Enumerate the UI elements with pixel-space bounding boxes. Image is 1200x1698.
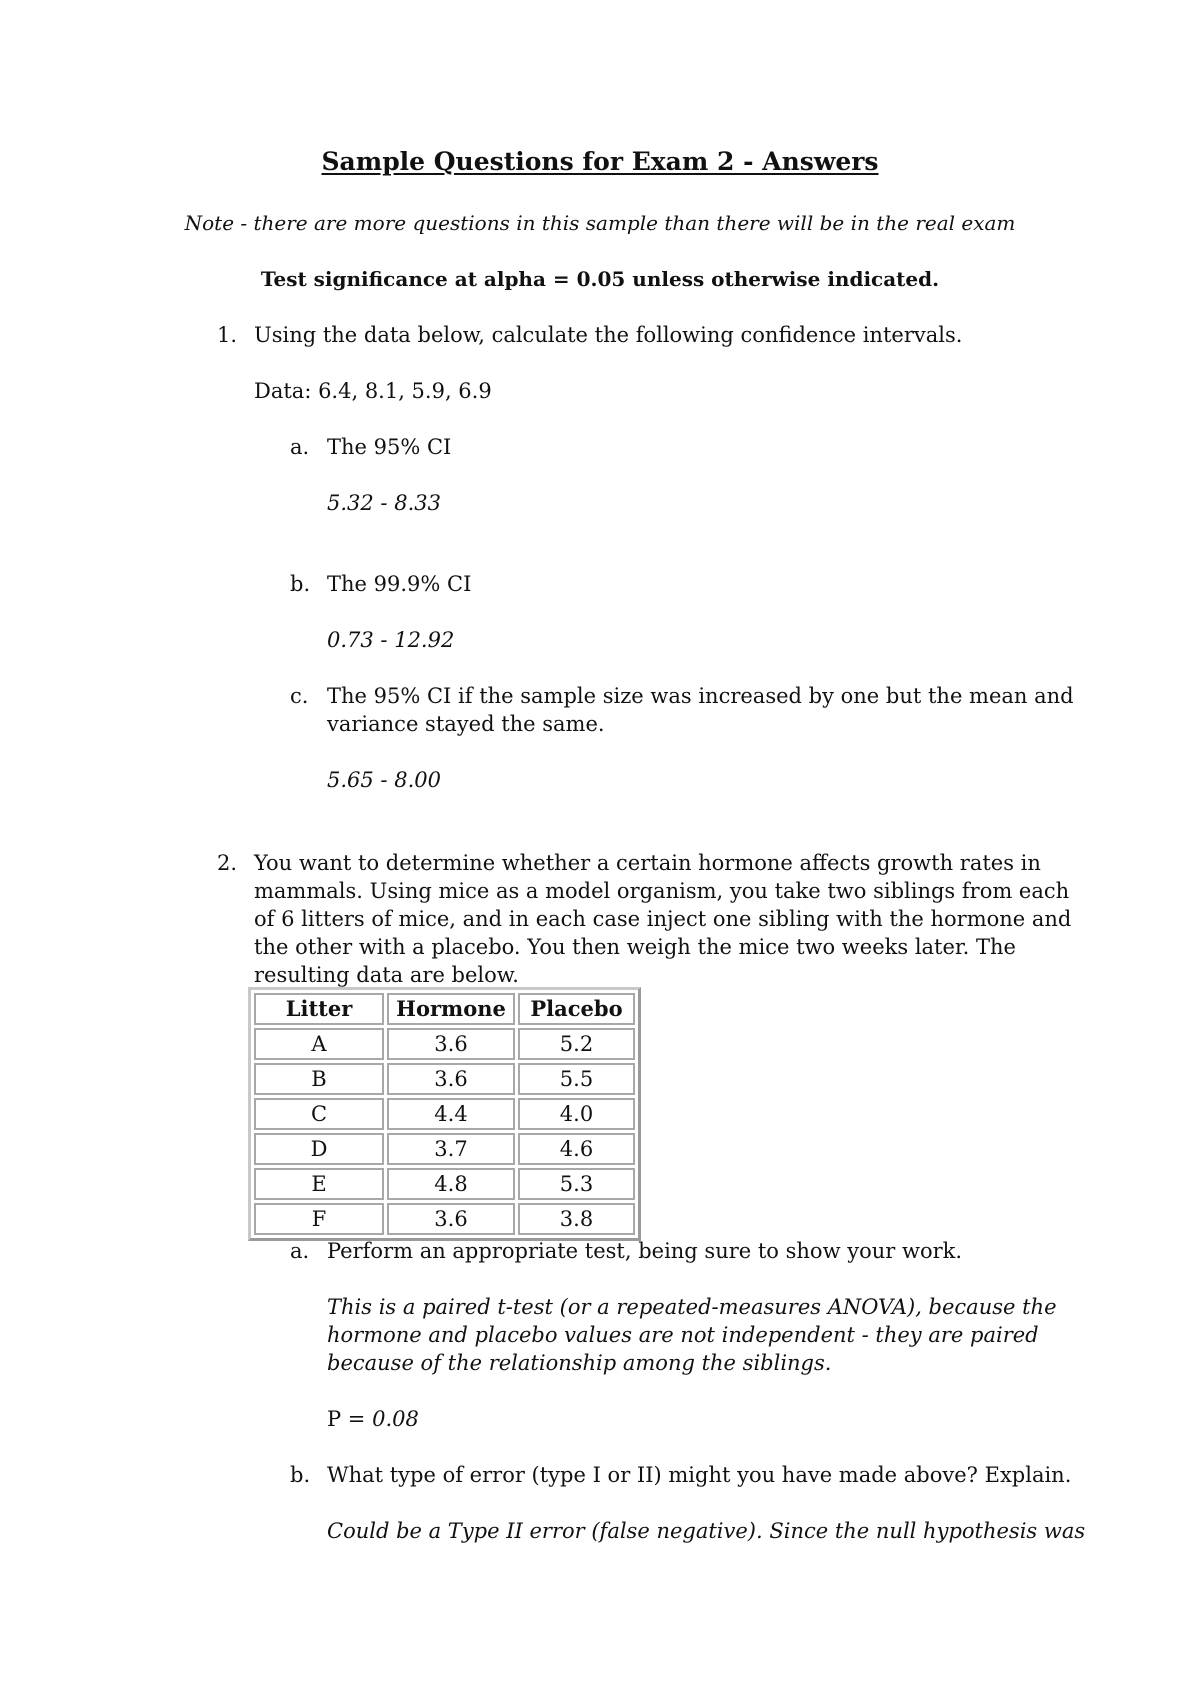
table-header-placebo: Placebo: [518, 993, 635, 1025]
question-1c-letter: c.: [290, 684, 309, 708]
question-2b-letter: b.: [290, 1463, 311, 1487]
table-cell-litter: B: [254, 1063, 384, 1095]
table-row: [254, 1203, 635, 1235]
table-cell-placebo: 5.3: [518, 1168, 635, 1200]
table-cell-hormone: 3.6: [387, 1063, 515, 1095]
question-1a-letter: a.: [290, 435, 310, 459]
table-cell-hormone: 3.6: [387, 1028, 515, 1060]
question-2b-text: What type of error (type I or II) might you have made above? Explain.: [327, 1463, 1072, 1487]
question-1b-answer: 0.73 - 12.92: [327, 628, 455, 652]
table-cell-litter: F: [254, 1203, 384, 1235]
table-cell-hormone: 4.4: [387, 1098, 515, 1130]
question-2-line-1: You want to determine whether a certain hormone affects growth rates in: [254, 851, 1041, 875]
question-1a-answer: 5.32 - 8.33: [327, 491, 441, 515]
question-1-number: 1.: [217, 323, 238, 347]
table-row: [254, 1063, 635, 1095]
significance-instruction: Test significance at alpha = 0.05 unless otherwise indicated.: [260, 267, 940, 291]
question-2b-answer: Could be a Type II error (false negative). Since the null hypothesis was: [327, 1519, 1086, 1543]
question-2a-answer-line-3: because of the relationship among the siblings.: [327, 1351, 832, 1375]
table-header-hormone: Hormone: [387, 993, 515, 1025]
question-1c-text-line-1: The 95% CI if the sample size was increased by one but the mean and: [327, 684, 1074, 708]
question-1c-answer: 5.65 - 8.00: [327, 768, 441, 792]
table-row: [254, 1133, 635, 1165]
question-2a-p-value-line: [327, 1405, 419, 1433]
question-2-line-3: of 6 litters of mice, and in each case inject one sibling with the hormone and: [254, 907, 1072, 931]
table-cell-placebo: 3.8: [518, 1203, 635, 1235]
question-1b-text: The 99.9% CI: [327, 572, 472, 596]
question-2-line-5: resulting data are below.: [254, 963, 519, 987]
table-cell-hormone: 3.7: [387, 1133, 515, 1165]
table-header-row: [254, 993, 635, 1025]
table-header-litter: Litter: [254, 993, 384, 1025]
table-cell-litter: A: [254, 1028, 384, 1060]
table-row: [254, 1098, 635, 1130]
table-cell-litter: C: [254, 1098, 384, 1130]
question-1c-text-line-2: variance stayed the same.: [327, 712, 605, 736]
question-2-line-2: mammals. Using mice as a model organism, you take two siblings from each: [254, 879, 1070, 903]
question-2a-letter: a.: [290, 1239, 310, 1263]
question-1a-text: The 95% CI: [327, 435, 452, 459]
table-cell-litter: D: [254, 1133, 384, 1165]
page-title: Sample Questions for Exam 2 - Answers: [321, 147, 879, 176]
question-1-text: Using the data below, calculate the following confidence intervals.: [254, 323, 963, 347]
table-cell-placebo: 4.6: [518, 1133, 635, 1165]
p-value-label: P =: [327, 1407, 373, 1431]
table-cell-hormone: 3.6: [387, 1203, 515, 1235]
question-1b-letter: b.: [290, 572, 311, 596]
litter-data-table: [248, 987, 641, 1241]
table-cell-placebo: 5.5: [518, 1063, 635, 1095]
table-cell-placebo: 4.0: [518, 1098, 635, 1130]
table-cell-hormone: 4.8: [387, 1168, 515, 1200]
table-cell-placebo: 5.2: [518, 1028, 635, 1060]
table-row: [254, 1168, 635, 1200]
question-2-line-4: the other with a placebo. You then weigh the mice two weeks later. The: [254, 935, 1016, 959]
table-row: [254, 1028, 635, 1060]
question-2-number: 2.: [217, 851, 238, 875]
question-2a-answer-line-2: hormone and placebo values are not independent - they are paired: [327, 1323, 1039, 1347]
question-2a-text: Perform an appropriate test, being sure to show your work.: [327, 1239, 963, 1263]
question-2a-answer-line-1: This is a paired t-test (or a repeated-measures ANOVA), because the: [327, 1295, 1057, 1319]
exam-note: Note - there are more questions in this sample than there will be in the real exam: [184, 211, 1016, 235]
table-cell-litter: E: [254, 1168, 384, 1200]
question-1-data: Data: 6.4, 8.1, 5.9, 6.9: [254, 379, 492, 403]
p-value: 0.08: [372, 1407, 419, 1431]
